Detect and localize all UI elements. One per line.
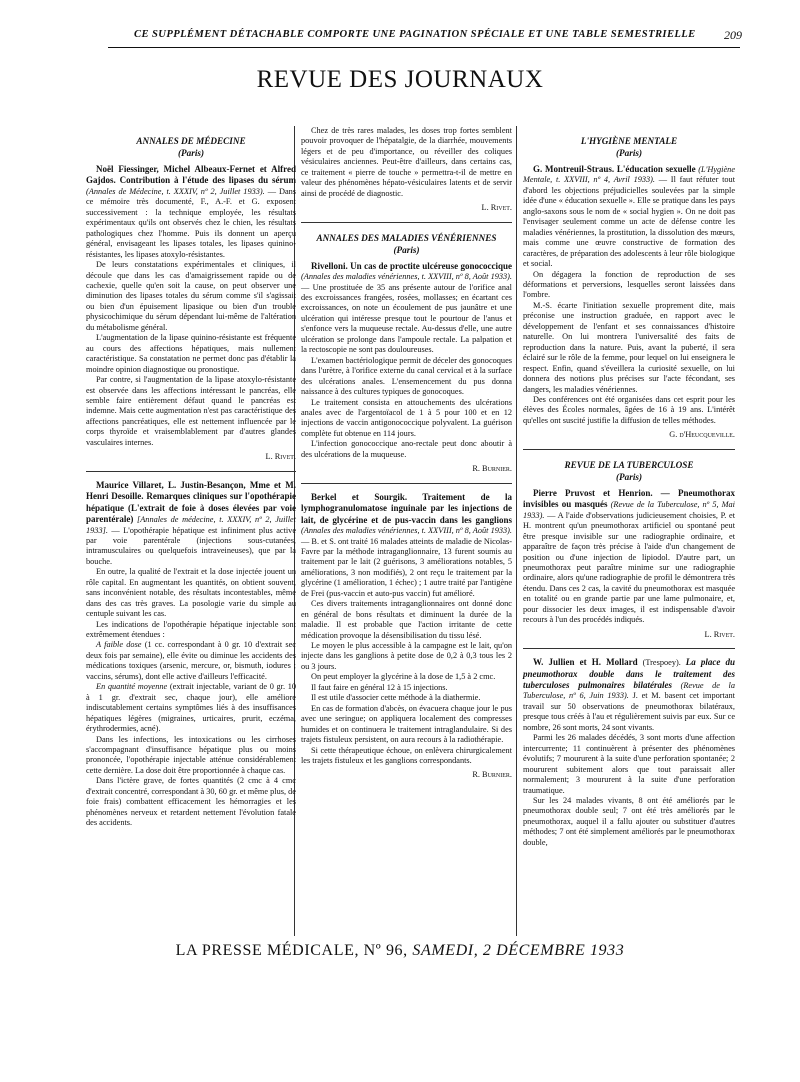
article-heading: G. Montreuil-Straus. L'éducation sexuelle: [533, 164, 696, 174]
article-paragraph: Il est utile d'associer cette méthode à la diathermie.: [311, 693, 481, 703]
article-paragraph: — A l'aide d'observations judicieusement choisies, P. et H. montrent qu'un pneumothorax artificiel ou spontané peut être presque invisible sur une radiographie ordinaire, et apparaître de façon très précise à l'aide d'un changement de position ou d'une injection de lipiodol. D'autre part, un pneumothorax peut paraître minime sur une radiographie ordinaire, alors qu'une radiographie de profil le démontrera très étendu. Dans ces 2 cas, la cavité du pneumothorax est masquée en totalité ou en grande partie par une lame pulmonaire, et, pour dissocier les deux images, il est indispensable d'avoir recours à l'un des procédés indiqués.: [523, 510, 735, 625]
article-paragraph: Si cette thérapeutique échoue, on enlèvera chirurgicalement les trajets fistuleux et les ganglions correspondants.: [301, 745, 512, 766]
section-heading: REVUE DE LA TUBERCULOSE: [564, 459, 694, 470]
supplement-notice: CE SUPPLÉMENT DÉTACHABLE COMPORTE UNE PAGINATION SPÉCIALE ET UNE TABLE SEMESTRIELLE: [134, 29, 696, 40]
article-signature: L. Rivet.: [265, 452, 296, 462]
article-paragraph: Il faut faire en général 12 à 15 injections.: [311, 682, 448, 692]
section-heading: L'HYGIÈNE MENTALE: [580, 136, 678, 146]
article-heading: W. Jullien et H. Mollard: [533, 657, 638, 668]
article-paragraph: Sur les 24 malades vivants, 8 ont été améliorés par le pneumothorax double seul; 7 ont été très améliorés par le pneumothorax, auquel il a fallu ajouter ou substituer d'autres méthodes; 7 ont été simplement améliorés par le pneumothorax double,: [523, 796, 735, 847]
article-paragraph: De leurs constatations expérimentales et cliniques, il découle que dans les cas d'amaigrissement rapide ou de cachexie, quelle qu'en soit la cause, on peut observer une diminution des lipases totales du sérum comme s'il s'agissait ou bien d'un épuisement lipasique ou bien d'un trouble physicochimique du sérum dépendant lui-même de l'altération du métabolisme général.: [86, 260, 296, 332]
emphasis: A faible dose: [96, 640, 142, 650]
section-heading: ANNALES DE MÉDECINE: [136, 136, 246, 146]
article-heading: Pierre Pruvost et Henrion. — Pneumothorax invisibles ou masqués: [523, 487, 735, 510]
article: [523, 657, 735, 848]
article: [86, 164, 296, 463]
article-paragraph: — Dans ce mémoire très documenté, F., A.-F. et G. exposent successivement : la technique employée, les résultats expérimentaux qu'ils ont observés chez le chien, les résultats pathologiques chez l'homme. Puis ils donnent un aperçu général, envisageant les lipases totales, les lipases quinino-résistantes, les lipases atoxylo-résistantes.: [86, 186, 296, 259]
article-separator: [523, 449, 735, 450]
article-paragraph: — Une prostituée de 35 ans présente autour de l'orifice anal des excroissances frangées, rosées, mollasses; en écartant ces excroissances, on note un écoulement de pus jaunâtre et une ulcération qui intéresse presque tout le pourtour de l'anus et s'enfonce vers la muqueuse rectale. Au-dessus d'elle, une autre ulcération se prolonge dans l'ampoule rectale. La palpation et la rectoscopie ne sont pas douloureuses.: [301, 282, 512, 355]
article-reference: [Annales de médecine, t. XXXIV, nº 2, Juillet 1933].: [86, 515, 296, 535]
article-paragraph: On peut employer la glycérine à la dose de 1,5 à 2 cmc.: [311, 672, 496, 682]
section-subheading: (Paris): [393, 244, 420, 255]
article-separator: [301, 222, 512, 223]
article-paragraph: (extrait injectable, variant de 0 gr. 10 à 1 gr. d'extrait sec, chaque jour), elle améliore indiscutablement certains symptômes liés à des insuffisances hépatiques légères (migraines, urticaires, prurit, eczéma, érythrodermies, acné).: [86, 682, 297, 734]
column-1: [86, 126, 296, 829]
article-separator: [523, 648, 735, 649]
article-paragraph: Parmi les 26 malades décédés, 3 sont morts d'une affection intercurrente; 11 continuèrent à présenter des phénomènes évolutifs; 7 moururent à la suite d'une perforation spontanée; 2 moururent subitement alors que tout paraissait aller normalement; 3 moururent à la suite d'une perforation traumatique.: [523, 733, 735, 795]
article-paragraph: On dégagera la fonction de reproduction de ses déformations et perversions, lesquelles seront laissées dans l'ombre.: [523, 269, 735, 300]
article-paragraph: — B. et S. ont traité 16 malades atteints de maladie de Nicolas-Favre par la méthode intraganglionnaire, 13 furent soumis au traitement par le lait (2 guérisons, 3 améliorations notables, 5 améliorations, 3 non modifiés), 2 ont reçu le traitement par la glycérine (1 amélioration, 1 échec) ; 1 autre traité par l'antigène de Frei (pus-vaccin et auto-pus vaccin) fut amélioré.: [301, 536, 512, 598]
article-paragraph: Des conférences ont été organisées dans cet esprit pour les élèves des Écoles normales, âgées de 16 à 19 ans. L'intérêt qu'elles ont suscité justifie la diffusion de telles méthodes.: [523, 394, 735, 425]
article-paragraph: — L'opothérapie hépatique est infiniment plus active par voie parentérale (injections sous-cutanées, intramusculaires ou quelquefois intraveineuses), que par la bouche.: [86, 525, 297, 566]
article-paragraph: Les indications de l'opothérapie hépatique injectable sont extrêmement étendues :: [86, 619, 296, 640]
article: [301, 492, 512, 781]
article-paragraph: Le traitement consista en attouchements des ulcérations anales avec de l'argentoïacol de 1 à 5 pour 100 et en 12 injections de vaccin antigonococcique polyvalent. La guérison complète fut obtenue en 114 jours.: [301, 397, 512, 438]
article-reference: (Revue de la Tuberculose, nº 5, Mai 1933).: [523, 500, 735, 520]
article-paragraph: En outre, la qualité de l'extrait et la dose injectée jouent un rôle capital. En augmentant les quantités, on obtient souvent, sans inconvénient notable, des résultats incontestables, même dans des cas très graves. La posologie varie du simple au centuple suivant les cas.: [86, 567, 296, 619]
article-paragraph: Ces divers traitements intraganglionnaires ont donné donc en général de bons résultats et diminuent la durée de la maladie. Il est probable que l'action irritante de cette médication provoque la désensibilisation du tissu lésé.: [301, 599, 512, 640]
article-signature: R. Burnier.: [472, 770, 512, 780]
article-paragraph: Dans les infections, les intoxications ou les cirrhoses s'accompagnant d'insuffisance hépatique plus ou moins prononcée, l'opothérapie injectable atténue considérablement cette dernière. La dose doit être proportionnée à chaque cas.: [86, 734, 296, 775]
article-heading: Maurice Villaret, L. Justin-Besançon, Mme et M. Henri Desoille. Remarques cliniques sur l'opothérapie hépatique (L'extrait de foie à doses élevées par voie parentérale): [86, 479, 296, 525]
journal-name: LA PRESSE MÉDICALE, Nº 96,: [175, 942, 408, 959]
section-subheading: (Paris): [615, 471, 643, 482]
article-reference: (Annales des maladies vénériennes, t. XXVIII, nº 8, Août 1933).: [301, 272, 512, 282]
issue-date: SAMEDI, 2 DÉCEMBRE 1933: [412, 942, 625, 959]
article-paragraph: J. et M. basent cet important travail sur 50 observations de pneumothorax bilatéraux, presque tous créés à l'au et régulièrement suivis par eux. Sur ce nombre, 26 sont morts, 24 sont vivants.: [523, 691, 735, 732]
section-subheading: (Paris): [615, 148, 643, 158]
article-paragraph: (1 cc. correspondant à 0 gr. 10 d'extrait sec deux fois par semaine), elle évite ou diminue les accidents des médications toxiques (arsenic, mercure, or, bismuth, iodures ; vaccins, sérums), dont elle active d'ailleurs l'efficacité.: [86, 640, 296, 681]
article-heading: Berkel et Sourgik. Traitement de la lymphogranulomatose inguinale par les injections de lait, de glycérine et de pus-vaccin dans les ganglions: [301, 491, 512, 525]
article-separator: [86, 471, 296, 472]
article-heading: Rivelloni. Un cas de proctite ulcéreuse gonococcique: [311, 260, 512, 271]
article-signature: L. Rivet.: [481, 203, 512, 213]
column-divider: [516, 126, 517, 936]
article-paragraph: En cas de formation d'abcès, on évacuera chaque jour le pus avec une seringue; on appliquera localement des compresses humides et on continuera le traitement intraglandulaire. Si des trajets fistuleux persistent, on aura recours à la radiothérapie.: [301, 703, 512, 745]
article-paragraph: L'augmentation de la lipase quinino-résistante est fréquente au cours des affections hépatiques, mais nullement caractéristique. Sa constatation ne permet donc pas d'établir la moindre opinion diagnostique ou pronostique.: [86, 333, 296, 374]
article-title: La place du pneumothorax double dans le traitement des tuberculoses pulmonaires bilatérales: [523, 657, 736, 691]
article-paragraph: L'infection gonococcique ano-rectale peut donc aboutir à des ulcérations de la muqueuse.: [301, 439, 512, 459]
article: [523, 164, 735, 441]
article: [86, 480, 296, 829]
emphasis: En quantité moyenne: [96, 682, 168, 692]
article-paragraph: Dans l'ictère grave, de fortes quantités (2 cmc à 4 cmc d'extrait concentré, correspondant à 30, 60 gr. et même plus, de foie frais) combattent efficacement les hémorragies et les phénomènes nerveux et retardent nettement l'évolution fatale des accidents.: [86, 776, 296, 828]
article-signature: R. Burnier.: [472, 464, 512, 474]
article-signature: G. d'Heucqueville.: [669, 430, 735, 440]
article-heading: Noël Fiessinger, Michel Albeaux-Fernet et Alfred Gajdos. Contribution à l'étude des lipases du sérum: [86, 164, 296, 186]
article: [301, 261, 512, 475]
page-footer: [0, 942, 800, 960]
article-separator: [301, 483, 512, 484]
article-reference: (Annales des maladies vénériennes, t. XXVIII, nº 8, Août 1933).: [301, 526, 512, 536]
article: [301, 126, 512, 214]
article-signature: L. Rivet.: [704, 629, 735, 639]
article-paragraph: — Il faut réfuter tout d'abord les objections préjudicielles soulevées par la simple idée d'une « éducation sexuelle ». Elle se pratique dans les pays anglo-saxons sous le nom de « social hygien ». On ne doit pas l'envisager seulement comme un acte de défense contre les maladies vénériennes, la prostitution, la dissolution des mœurs, mais comme une œuvre constructive de formation des caractères, de préparation des adolescents à leur rôle biologique et social.: [523, 175, 736, 269]
page-number: 209: [724, 28, 742, 42]
article: [523, 488, 735, 640]
section-subheading: (Paris): [177, 148, 205, 158]
section-heading: ANNALES DES MALADIES VÉNÉRIENNES: [316, 232, 497, 243]
page-header: [108, 27, 740, 48]
article-reference: (L'Hygiène Mentale, t. XXVIII, nº 4, Avril 1933).: [523, 165, 735, 185]
column-3: [523, 126, 735, 848]
article-location: (Trespoey).: [642, 658, 681, 668]
page-title: REVUE DES JOURNAUX: [256, 66, 544, 93]
article-reference: (Revue de la Tuberculose, nº 6, Juin 1933).: [523, 681, 735, 701]
article-paragraph: Par contre, si l'augmentation de la lipase atoxylo-résistante est observée dans les affections intéressant le pancréas, elle semble faire entièrement défaut quand le pancréas est indemne. Mais cette augmentation n'est pas caractéristique des affections pancréatiques, elle est nettement influencée par le corps thyroïde et vraisemblablement par d'autres glandes vasculaires internes.: [86, 375, 296, 447]
article-paragraph: Chez de très rares malades, les doses trop fortes semblent pouvoir provoquer de l'hépatalgie, de la diarrhée, mouvements légers et de peu d'importance, ou réveiller des coliques vésiculaires anciennes. Peut-être d'ailleurs, dans certains cas, ce traitement « pierre de touche » permettra-t-il de mettre en valeur des phénomènes hépato-vésiculaires latents et de servir ainsi de procédé de diagnostic.: [301, 126, 512, 198]
article-paragraph: Le moyen le plus accessible à la campagne est le lait, qu'on injecte dans les ganglions à petite dose de 0,2 à 0,3 tous les 2 ou 3 jours.: [301, 641, 512, 671]
article-paragraph: L'examen bactériologique permit de déceler des gonocoques dans l'urètre, à l'orifice externe du canal cervical et à la surface des ulcérations anales. L'ensemencement du pus donna naissance à des cultures typiques de gonocoques.: [301, 355, 512, 397]
column-2: [301, 126, 512, 787]
article-paragraph: M.-S. écarte l'initiation sexuelle proprement dite, mais préconise une instruction graduée, en rapport avec le développement de l'enfant et ses connaissances d'histoire naturelle. On lui montrera l'universalité des faits de reproduction dans la nature. Puis, avant la puberté, il sera éclairé sur le rôle de la femme, pour lequel on lui enseignera le respect. Enfin, quand s'éveillera la curiosité sexuelle, on lui donnera des notions plus précises sur l'acte fécondant, ses dangers, les maladies vénériennes.: [523, 300, 735, 394]
article-reference: (Annales de Médecine, t. XXXIV, nº 2, Juillet 1933).: [86, 186, 265, 196]
